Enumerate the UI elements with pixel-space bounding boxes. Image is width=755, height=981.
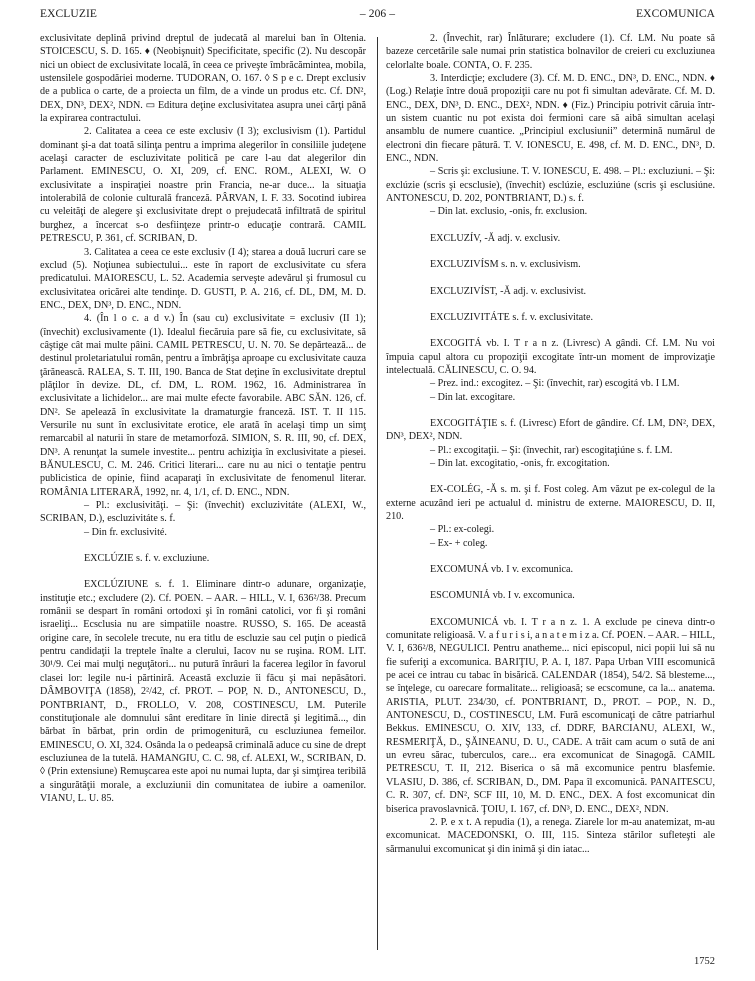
entry-excogitatie: EXCOGITÁŢIE s. f. (Livresc) Efort de gândire. Cf. LM, DN², DEX, DN³, DEX², NDN. bbox=[386, 417, 715, 443]
entry-ex-coleg: EX-COLÉG, -Ă s. m. şi f. Fost coleg. Am văzut pe ex-colegul de la externe acuzând ieri pe actualul d. ministru de externe. MAIORESCU, D. II, 210. bbox=[386, 484, 715, 522]
entry-excogita: EXCOGITÁ vb. I. T r a n z. (Livresc) A gândi. Cf. LM. Nu voi împuia capul altora cu propoziţii excogitate într-un moment de improvizaţie intelectuală. CĂLINESCU, C. O. 94. bbox=[386, 338, 715, 376]
left-guideword: EXCLUZIE bbox=[40, 8, 98, 20]
definition-sense-2: 2. Calitatea a ceea ce este exclusiv (I 3); exclusivism (1). Partidul dominant şi-a dat toată silinţa pentru a imprima alegerilor în consiliile judeţene acelaşi caracter de escluzivitate politică pe care l-au dat alegerilor din Parlament. EMINESCU, O. XI, 209, cf. ENC. ROM., ALEXI, W. O exclusivitate a inspiraţiei noastre prin Francia, ne-ar duce... la situaţia intolerabilă de colonie culturală franceză. PÂRVAN, I. F. 33. Socotind iubirea cu veleităţi de alegere şi exclusivitate drept o prejudecată infiltrată de spiritul burghez, a încercat s-o desfiinţeze printr-o educaţie contrară. CAMIL PETRESCU, P. 361, cf. SCRIBAN, D. bbox=[40, 126, 366, 245]
entry-excomunica: EXCOMUNICÁ vb. I. T r a n z. 1. A exclude pe cineva dintr-o comunitate religioasă. V. a f u r i s i, a n a t e m i z a. Cf. POEN. – AAR. – HILL, V. I, 636²/8, NEGULICI. Pentru anatheme... nici episcopul, nici popii lui să nu fie suferiţi a excomunica. BARIŢIU, P. A. I, 187. Papa Urban VIII escomunică pe acei ce intrau cu tabac în bisărică. CALENDAR (1854), 54/2. Să blesteme..., se înţelege, cu oarecare formalitate... religioasă; se ecscomune, ca la... anatema. ARISTIA, PLUT. 234/30, cf. PONTBRIANT, D., PROT. – POP., N. D., ANTONESCU, D., COSTINESCU, LM. Fură escomunicaţi de către patriarhul Bekkus. EMINESCU, O. XIV, 133, cf. DDRF, BARCIANU, ALEXI, W., RESMERIŢĂ, D., ŞĂINEANU, D. U., CADE. A trăit cam acum o sută de ani un evreu sărac, tuberculos, care... era excomunicat de Sinagogă. CAMIL PETRESCU, T. II, 212. Biserica o să mă excomunice pentru blasfemie. VLASIU, D. 386, cf. SCRIBAN, D., DM. Papa îl excomunică. PANAITESCU, C. R. 307, cf. DN², SCF III, 10, M. D. ENC., DEX. A fost excomunicat din biserica pravoslavnică. ŢOIU, I. 167, cf. DN³, D. ENC., DEX², NDN. bbox=[386, 616, 715, 815]
definition-sense-2: 2. (Învechit, rar) Înlăturare; excludere (1). Cf. LM. Nu poate să bazeze cercetările sale numai prin statistica bolnavilor de creieri cu excluziunea celorlalte boale. CONTA, O. F. 235. bbox=[386, 33, 715, 71]
definition-sense-4: 4. (În l o c. a d v.) În (sau cu) exclusivitate = exclusiv (II 1); (învechit) exclusivamente (1). Idealul fiecăruia pare să fie, cu exclusivitate, să câştige cât mai multe pâini. CAMIL PETRESCU, U. N. 70. Se depărtează... de destinul proletariatului român, pentru a îmbrăţişa aproape cu exclusivitate cauza ţărănească. RALEA, S. T. III, 190. Banca de Stat deţine în exclusivitate dreptul plăţilor în devize. DL, cf. DM, L. ROM. 1962, 16. Administrarea în exclusivitate a lichidelor... are mai multe efecte favorabile. ABC SĂN. 126, cf. DN². Se apelează în exclusivitate la dramaturgie franceză. IST. T. II 115. Versurile nu sunt în exclusivitate erotice, ele arată în acelaşi timp un simţ remarcabil al naturii în stare de metamorfoză. SIMION, S. R. III, 90, cf. DEX, DN³. A renunţat la sumele investite... pentru achiziţia în exclusivitate a piesei. BĂNULESCU, C. M. 246. Critici literari... care nu au nici o tentaţie pentru publicistica de opinie, fiind acaparaţi în exclusivitate de fenomenul literar. ROMÂNIA LITERARĂ, 1992, nr. 4, 1/1, cf. D. ENC., NDN. bbox=[40, 313, 366, 498]
entry-excluziune: EXCLÚZIUNE s. f. 1. Eliminare dintr-o adunare, organizaţie, instituţie etc.; excludere (2). Cf. POEN. – AAR. – HILL, V. I, 636²/38. Precum românii se despart în români ortodoxi şi în români catolici, vor fi şi români israeliţi... Ecsclusia nu are simpatiile noastre. RUSSO, S. 165. De această origine care, în secolele trecute, nu era titlu de escluzie sau cel puţin o piedică pentru candidaţii la treptele înalte a clerului, Iacov nu se ruşina. ROM. LIT. 30¹/9. Cei mai mulţi neguţători... nu putură înrâuri la facerea legilor în favorul clasei lor: legile nu-i părtiniră. Această excluzie îi făcu şi mai nepăsători. DÂMBOVIŢA (1858), 2²/42, cf. PROT. – POP, N. D., ANTONESCU, D., PONTBRIANT, D., FROLLO, V. 208, COSTINESCU, LM. Puterile constituţionale ale domnului sânt ereditare în linie directă şi legitimă..., din bărbat în bărbat, prin ordin de primogenitură, cu escluziunea femeilor. EMINESCU, O. XI, 324. Osânda la o pedeapsă criminală aduce cu sine de drept escluziunea de la tutelă. HAMANGIU, C. C. 98, cf. ALEXI, W., SCRIBAN, D. ◊ (Prin extensiune) Remuşcarea este apoi nu numai lupta, dar şi simţirea teribilă a singurătăţii morale, a excluziunii din comunitatea de iubire a oamenilor. VIANU, L. U. 85. bbox=[40, 579, 366, 804]
definition-paragraph: exclusivitate deplină privind dreptul de judecată al marelui ban în Oltenia. STOICESCU, S. D. 165. ♦ (Neobişnuit) Specificitate, specific (2). Nu descopăr nici un obiect de exclusivitate locală, în ceea ce priveşte îmbrăcămintea, mobila, ustensilele gospodăriei moderne. TUDORAN, O. 167. ◊ S p e c. Drept exclusiv de a publica o carte, de a proiecta un film, de a vinde un produs etc. Cf. DN², DEX, DN³, DEX², NDN. ▭ Editura deţine exclusivitatea asupra unei cărţi până la expirarea contractului. bbox=[40, 33, 366, 125]
sheet-number: 1752 bbox=[694, 956, 715, 967]
page-number: – 206 – bbox=[359, 8, 396, 20]
entry-excluzivist: EXCLUZIVÍST, -Ă adj. v. exclusivist. bbox=[430, 285, 587, 297]
entry-excluziv: EXCLUZÍV, -Ă adj. v. exclusiv. bbox=[430, 232, 561, 244]
etymology: – Din lat. exclusio, -onis, fr. exclusion. bbox=[430, 206, 588, 218]
left-column bbox=[40, 32, 366, 805]
inflection-forms: – Scris şi: exclusiune. T. V. IONESCU, E. 498. – Pl.: excluziuni. – Şi: exclúzie (scris şi ecsclusie), (învechit) esclúzie, escluziúne (scris şi esclusiúne. ANTONESCU, D. 202, PONTBRIANT, D.) s. f. bbox=[386, 166, 715, 205]
entry-escomunia: ESCOMUNIÁ vb. I v. excomunica. bbox=[430, 590, 575, 602]
running-header bbox=[40, 8, 715, 26]
entry-excluzivism: EXCLUZIVÍSM s. n. v. exclusivism. bbox=[430, 259, 581, 271]
inflection-forms: – Prez. ind.: excogitez. – Şi: (învechit, rar) escogitá vb. I LM. bbox=[430, 378, 680, 390]
right-column bbox=[386, 32, 715, 856]
entry-excluzie: EXCLÚZIE s. f. v. excluziune. bbox=[84, 553, 210, 565]
entry-excomuna: EXCOMUNÁ vb. I v. excomunica. bbox=[430, 564, 574, 575]
definition-sense-3: 3. Calitatea a ceea ce este exclusiv (I 4); starea a două lucruri care se exclud (5). Noţiunea subiectului... este în raport de exclusivitate cu sfera predicatului. MAIORESCU, L. 52. Academia serveşte adevărul şi frumosul cu exclusivitatea oricărei alte tendinţe. D. GUSTI, P. A. 216, cf. DL, DM, M. D. ENC., DEX, DN³, D. ENC., NDN. bbox=[40, 246, 366, 311]
etymology: – Din lat. excogitatio, -onis, fr. excogitation. bbox=[430, 457, 610, 469]
etymology: – Din lat. excogitare. bbox=[430, 391, 516, 403]
inflection-forms: – Pl.: excogitaţii. – Şi: (învechit, rar) escogitaţiúne s. f. LM. bbox=[430, 444, 673, 456]
column-divider bbox=[377, 37, 378, 950]
inflection-forms: – Pl.: ex-colegi. bbox=[430, 524, 495, 536]
etymology: – Ex- + coleg. bbox=[430, 537, 488, 549]
entry-excluzivitate: EXCLUZIVITÁTE s. f. v. exclusivitate. bbox=[430, 311, 593, 323]
definition-sense-3: 3. Interdicţie; excludere (3). Cf. M. D. ENC., DN³, D. ENC., NDN. ♦ (Log.) Relaţie între două propoziţii care nu pot fi simultan adevărate. Cf. M. D. ENC., DEX, DN³, D. ENC., DEX², NDN. ♦ (Fiz.) Principiu potrivit căruia într-un sistem cuantic nu pot exista doi fermioni care să aibă simultan acelaşi ansamblu de numere cuantice. „Principiul exclusiunii” determină numărul de electroni din fiecare pătură. T. V. IONESCU, E. 498, cf. M. D. ENC., DN³, D. ENC., NDN. bbox=[386, 73, 715, 165]
inflection-forms: – Pl.: exclusivităţi. – Şi: (învechit) excluzivitáte (ALEXI, W., SCRIBAN, D.), escluzivitáte s. f. bbox=[40, 500, 366, 525]
right-guideword: EXCOMUNICA bbox=[636, 8, 715, 20]
definition-sense-2: 2. P. e x t. A repudia (1), a renega. Ziarele lor m-au anatemizat, m-au excomunicat. MACEDONSKI, O. III, 115. Sinteza stărilor sufleteşti ale sărmanului excomunicat şi din inimă şi din iatac... bbox=[386, 816, 715, 855]
etymology: – Din fr. exclusivité. bbox=[84, 526, 167, 538]
